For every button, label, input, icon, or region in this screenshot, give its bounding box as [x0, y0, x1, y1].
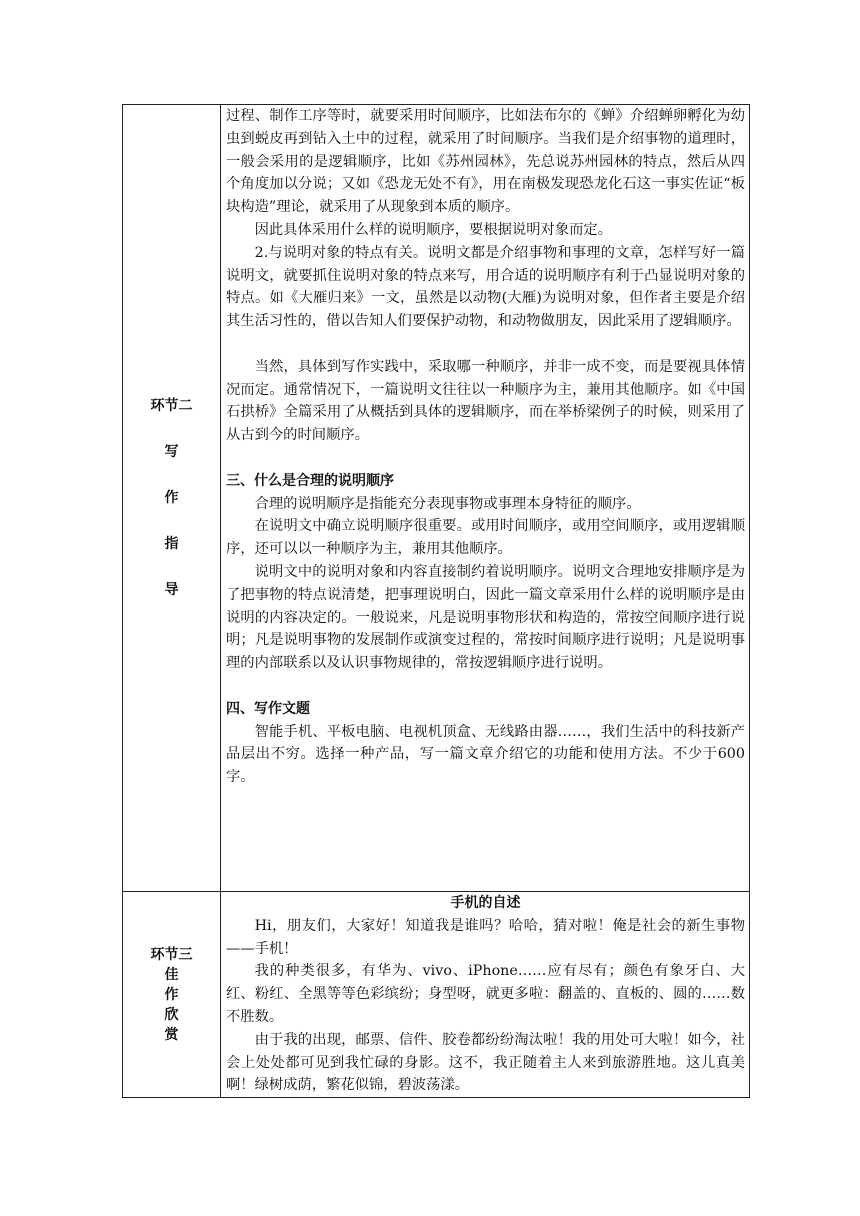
spacer: [226, 333, 745, 356]
paragraph: 因此具体采用什么样的说明顺序，要根据说明对象而定。: [254, 221, 613, 238]
section-content: [221, 892, 750, 1098]
lesson-table: [122, 104, 750, 1098]
section-label-char: 作: [164, 986, 179, 1003]
section-label: [123, 399, 220, 597]
heading-writing-topic: 四、写作文题: [226, 700, 310, 717]
section-writing-guidance: [123, 105, 750, 892]
heading-reasonable-order: 三、什么是合理的说明顺序: [226, 472, 394, 489]
section-label-char: 指: [164, 536, 179, 552]
section-label: [123, 948, 220, 1042]
paragraph: 我的种类很多，有华为、vivo、iPhone……应有尽有；颜色有象牙白、大红、粉红、全黑等等色彩缤纷；身型呀，就更多啦：翻盖的、直板的、圆的……数不胜数。: [226, 963, 745, 1025]
spacer: [226, 447, 745, 470]
paragraph: 智能手机、平板电脑、电视机顶盒、无线路由器……，我们生活中的科技新产品层出不穷。选择一种产品，写一篇文章介绍它的功能和使用方法。不少于600字。: [226, 723, 745, 786]
section-label-char: 导: [164, 582, 179, 598]
section-label-char: 赏: [164, 1026, 179, 1043]
essay-title: 手机的自述: [450, 895, 521, 911]
section-label-title: 环节三: [150, 946, 193, 963]
section-label-cell: [123, 892, 221, 1098]
paragraph: 由于我的出现，邮票、信件、胶卷都纷纷淘汰啦！我的用处可大啦！如今，社会上处处都可见到我忙碌的身影。这不，我正随着主人来到旅游胜地。这儿真美啊！绿树成荫，繁花似锦，碧波荡漾。: [226, 1031, 745, 1094]
section-label-cell: [123, 105, 221, 892]
section-model-essay: [123, 892, 750, 1098]
section-label-char: 写: [164, 444, 179, 460]
section-label-char: 佳: [164, 966, 179, 983]
paragraph: Hi，朋友们，大家好！知道我是谁吗？哈哈，猜对啦！俺是社会的新生事物——手机！: [226, 917, 745, 957]
paragraph: 过程、制作工序等时，就要采用时间顺序，比如法布尔的《蝉》介绍蝉卵孵化为幼虫到蜕皮再到钻入土中的过程，就采用了时间顺序。当我们是介绍事物的道理时，一般会采用的是逻辑顺序，比如《苏州园林》，先总说苏州园林的特点，然后从四个角度加以分说；又如《恐龙无处不有》，用在南极发现恐龙化石这一事实佐证“板块构造”理论，就采用了从现象到本质的顺序。: [226, 108, 745, 216]
section-label-title: 环节二: [150, 398, 193, 414]
section-label-char: 欣: [164, 1006, 179, 1023]
paragraph: 2.与说明对象的特点有关。说明文都是介绍事物和事理的文章，怎样写好一篇说明文，就要抓住说明对象的特点来写，用合适的说明顺序有利于凸显说明对象的特点。如《大雁归来》一文，虽然是以动物(大雁)为说明对象，但作者主要是介绍其生活习性的，借以告知人们要保护动物，和动物做朋友，因此采用了逻辑顺序。: [226, 244, 745, 330]
section-label-char: 作: [164, 490, 179, 506]
section-content: [221, 105, 750, 892]
spacer: [226, 675, 745, 698]
paragraph: 说明文中的说明对象和内容直接制约着说明顺序。说明文合理地安排顺序是为了把事物的特点说清楚，把事理说明白，因此一篇文章采用什么样的说明顺序是由说明的内容决定的。一般说来，凡是说明事物形状和构造的，常按空间顺序进行说明；凡是说明事物的发展制作或演变过程的，常按时间顺序进行说明；凡是说明事理的内部联系以及认识事物规律的，常按逻辑顺序进行说明。: [226, 563, 745, 672]
paragraph: 在说明文中确立说明顺序很重要。或用时间顺序，或用空间顺序，或用逻辑顺序，还可以以一种顺序为主，兼用其他顺序。: [226, 518, 745, 558]
paragraph: 当然，具体到写作实践中，采取哪一种顺序，并非一成不变，而是要视具体情况而定。通常情况下，一篇说明文往往以一种顺序为主，兼用其他顺序。如《中国石拱桥》全篇采用了从概括到具体的逻辑顺序，而在举桥梁例子的时候，则采用了从古到今的时间顺序。: [226, 358, 745, 444]
paragraph: 合理的说明顺序是指能充分表现事物或事理本身特征的顺序。: [254, 495, 641, 512]
